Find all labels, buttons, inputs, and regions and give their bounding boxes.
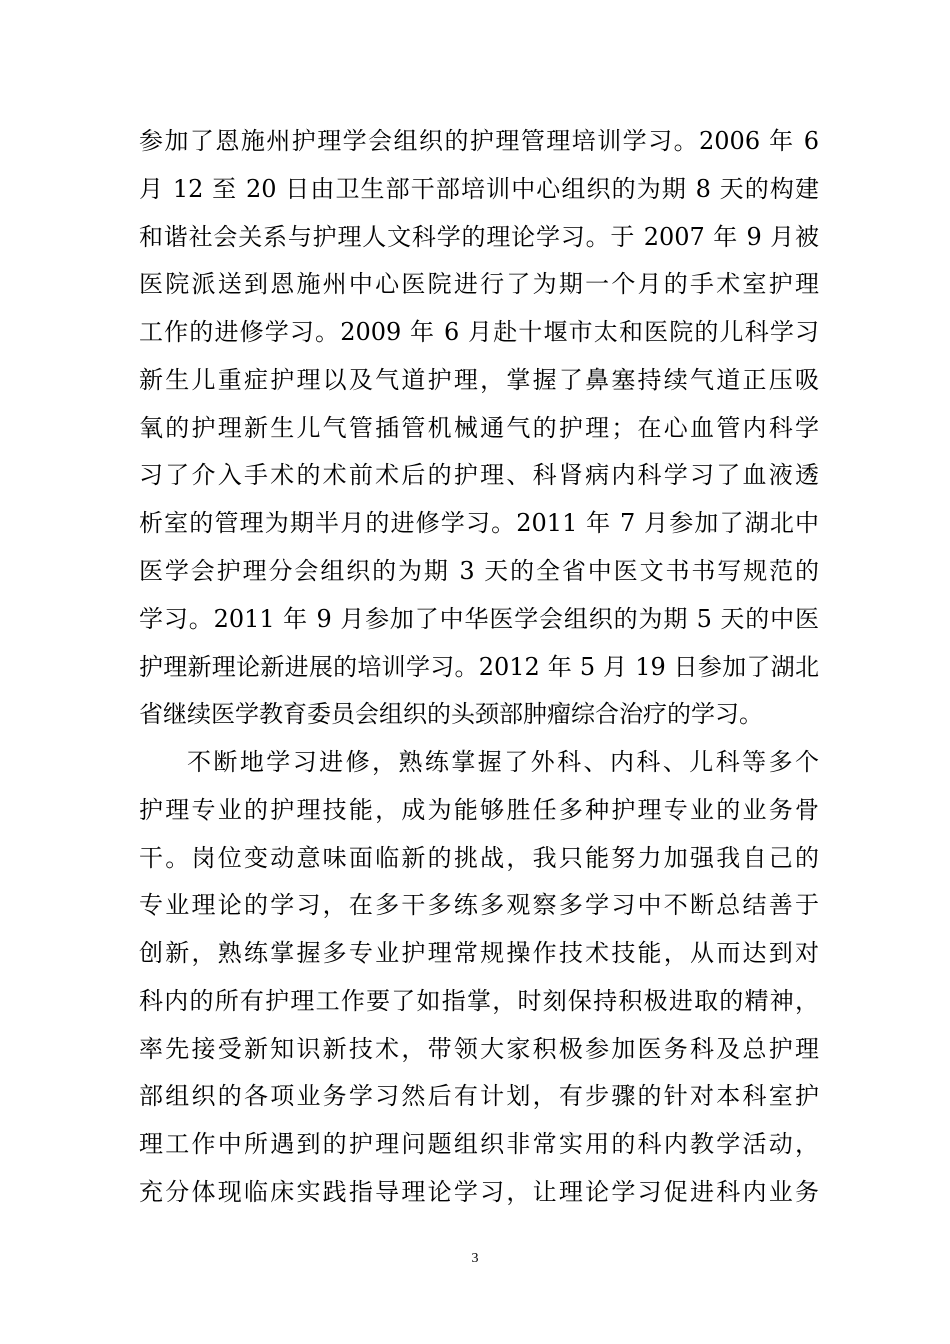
- page-number: 3: [471, 1251, 479, 1266]
- text-line: 氧的护理新生儿气管插管机械通气的护理；在心血管内科学: [139, 414, 819, 442]
- text-line: 科内的所有护理工作要了如指掌，时刻保持积极进取的精神，: [139, 987, 819, 1015]
- text-line: 学习。2011 年 9 月参加了中华医学会组织的为期 5 天的中医: [139, 605, 819, 633]
- text-line: 省继续医学教育委员会组织的头颈部肿瘤综合治疗的学习。: [139, 700, 763, 728]
- text-line: 月 12 至 20 日由卫生部干部培训中心组织的为期 8 天的构建: [139, 175, 819, 203]
- text-line: 习了介入手术的术前术后的护理、科肾病内科学习了血液透: [139, 461, 819, 489]
- text-line: 干。岗位变动意味面临新的挑战，我只能努力加强我自己的: [139, 844, 819, 872]
- text-line: 部组织的各项业务学习然后有计划，有步骤的针对本科室护: [139, 1082, 819, 1110]
- text-line: 创新，熟练掌握多专业护理常规操作技术技能，从而达到对: [139, 939, 819, 967]
- text-line: 率先接受新知识新技术，带领大家积极参加医务科及总护理: [139, 1035, 819, 1063]
- text-line: 不断地学习进修，熟练掌握了外科、内科、儿科等多个: [187, 748, 819, 776]
- text-line: 充分体现临床实践指导理论学习，让理论学习促进科内业务: [139, 1178, 819, 1206]
- text-line: 医院派送到恩施州中心医院进行了为期一个月的手术室护理: [139, 270, 819, 298]
- text-line: 新生儿重症护理以及气道护理，掌握了鼻塞持续气道正压吸: [139, 366, 819, 394]
- text-line: 护理专业的护理技能，成为能够胜任多种护理专业的业务骨: [139, 796, 819, 824]
- text-line: 专业理论的学习，在多干多练多观察多学习中不断总结善于: [139, 891, 819, 919]
- text-line: 理工作中所遇到的护理问题组织非常实用的科内教学活动，: [139, 1130, 819, 1158]
- text-line: 析室的管理为期半月的进修学习。2011 年 7 月参加了湖北中: [139, 509, 819, 537]
- text-line: 和谐社会关系与护理人文科学的理论学习。于 2007 年 9 月被: [139, 223, 819, 251]
- text-line: 护理新理论新进展的培训学习。2012 年 5 月 19 日参加了湖北: [139, 653, 819, 681]
- text-line: 医学会护理分会组织的为期 3 天的全省中医文书书写规范的: [139, 557, 819, 585]
- text-line: 参加了恩施州护理学会组织的护理管理培训学习。2006 年 6: [139, 127, 819, 155]
- text-line: 工作的进修学习。2009 年 6 月赴十堰市太和医院的儿科学习: [139, 318, 819, 346]
